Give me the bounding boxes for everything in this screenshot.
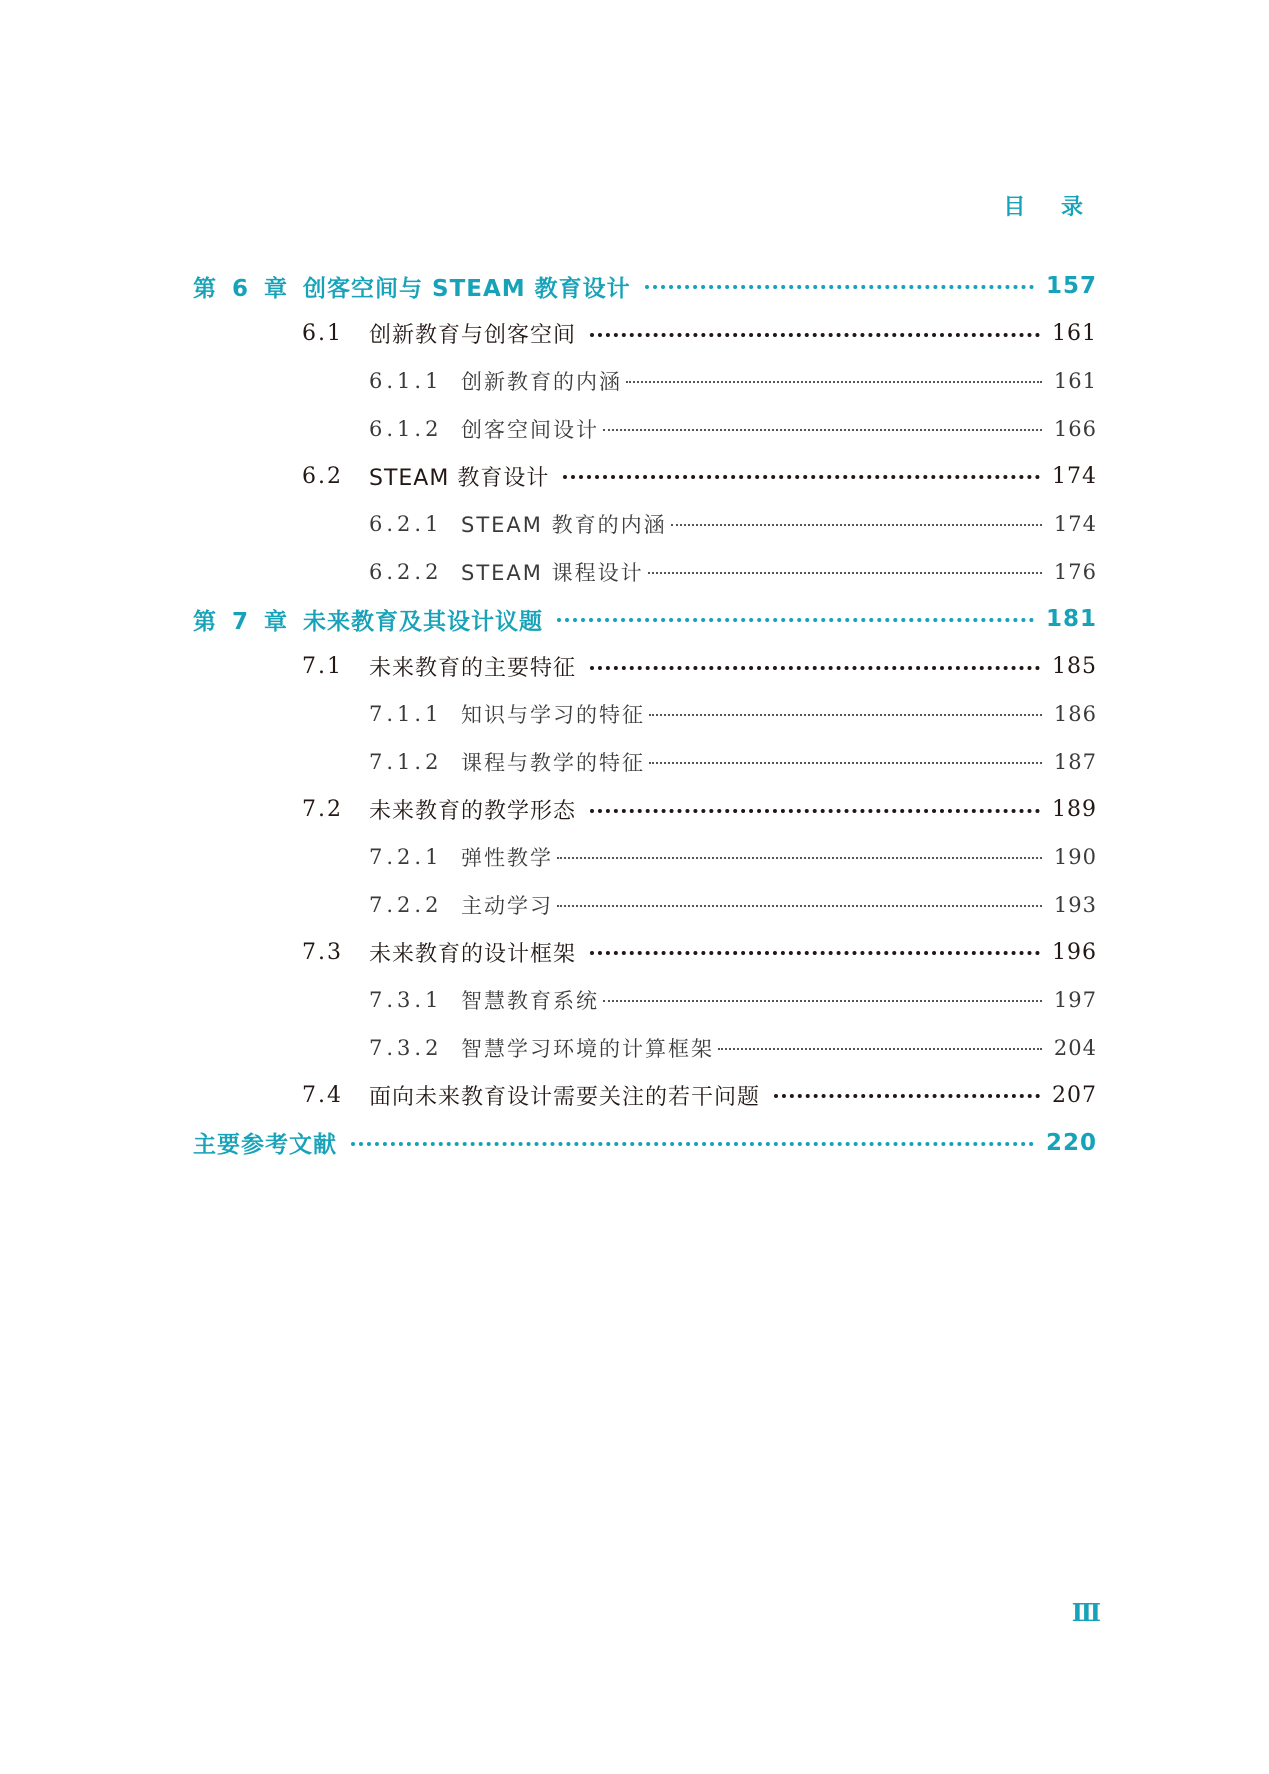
toc-entry-number: 7.2 <box>302 797 343 823</box>
toc-dot-leader <box>590 809 1040 813</box>
toc-entry-number: 6.2 <box>302 463 343 489</box>
toc-dot-leader <box>718 1048 1042 1050</box>
toc-entry-number: 6.1.2 <box>369 416 443 441</box>
toc-dot-leader <box>603 1000 1042 1002</box>
toc-dot-leader <box>649 714 1042 716</box>
toc-entry-number: 6.1 <box>302 321 343 347</box>
toc-entry-chapter[interactable] <box>193 1125 1097 1161</box>
toc-entry-sub[interactable] <box>369 506 1097 542</box>
toc-entry-sub[interactable] <box>369 554 1097 590</box>
toc-dot-leader <box>774 1094 1040 1098</box>
toc-entry-title: 知识与学习的特征 <box>461 703 645 728</box>
toc-entry-title: 智慧学习环境的计算框架 <box>461 1036 714 1061</box>
toc-dot-leader <box>590 951 1040 955</box>
toc-dot-leader <box>648 572 1042 574</box>
toc-entry-title: 创新教育的内涵 <box>461 370 622 395</box>
toc-entry-page: 220 <box>1045 1129 1097 1156</box>
toc-entry-title: 未来教育及其设计议题 <box>303 608 543 635</box>
toc-dot-leader <box>590 666 1040 670</box>
toc-entry-sub[interactable] <box>369 1030 1097 1066</box>
toc-entry-title: 未来教育的主要特征 <box>369 656 577 682</box>
toc-entry-title: 弹性教学 <box>461 846 553 871</box>
toc-entry-title: 面向未来教育设计需要关注的若干问题 <box>369 1084 761 1110</box>
toc-entry-sub[interactable] <box>369 744 1097 780</box>
toc-entry-page: 207 <box>1052 1082 1097 1108</box>
toc-entry-number: 7.1.2 <box>369 750 443 774</box>
toc-entry-page: 161 <box>1052 321 1097 347</box>
toc-entry-sub[interactable] <box>369 982 1097 1018</box>
toc-entry-number: 第 6 章 <box>193 275 292 302</box>
toc-entry-number: 6.1.1 <box>369 369 443 394</box>
toc-entry-title: STEAM 课程设计 <box>461 560 644 585</box>
toc-entry-number: 7.3 <box>302 939 343 965</box>
toc-entry-sub[interactable] <box>369 363 1097 399</box>
toc-entry-page: 176 <box>1053 559 1097 584</box>
toc-entry-title: 未来教育的教学形态 <box>369 799 577 825</box>
toc-dot-leader <box>626 381 1042 383</box>
toc-entry-sub[interactable] <box>369 411 1097 447</box>
toc-entry-number: 7.2.2 <box>369 892 443 917</box>
toc-entry-number: 7.2.1 <box>369 845 443 870</box>
toc-entry-number: 第 7 章 <box>193 608 292 635</box>
toc-entry-title: 创客空间设计 <box>461 417 599 442</box>
toc-entry-number: 6.2.1 <box>369 512 443 536</box>
toc-entry-sub[interactable] <box>369 696 1097 732</box>
toc-entry-section[interactable] <box>302 934 1097 970</box>
toc-entry-page: 196 <box>1052 939 1097 965</box>
toc-entry-sub[interactable] <box>369 887 1097 923</box>
toc-entry-sub[interactable] <box>369 839 1097 875</box>
toc-entry-section[interactable] <box>302 458 1097 494</box>
page-number: Ⅲ <box>1071 1598 1101 1627</box>
toc-entry-number: 7.3.1 <box>369 988 443 1012</box>
toc-entry-page: 157 <box>1045 273 1097 299</box>
toc-dot-leader <box>557 618 1034 622</box>
toc-entry-section[interactable] <box>302 1077 1097 1113</box>
toc-entry-title: 智慧教育系统 <box>461 989 599 1013</box>
toc-dot-leader <box>649 762 1042 764</box>
toc-dot-leader <box>563 475 1040 479</box>
toc-entry-title: 主动学习 <box>461 893 553 918</box>
toc-entry-number: 7.3.2 <box>369 1035 443 1060</box>
toc-dot-leader <box>351 1142 1034 1146</box>
toc-entry-section[interactable] <box>302 792 1097 828</box>
toc-entry-page: 187 <box>1053 750 1097 774</box>
toc-entry-number: 6.2.2 <box>369 559 443 584</box>
toc-entry-title: 创新教育与创客空间 <box>369 323 577 349</box>
toc-entry-section[interactable] <box>302 649 1097 685</box>
toc-dot-leader <box>557 905 1042 907</box>
toc-entry-page: 166 <box>1053 416 1097 441</box>
toc-entry-title: 主要参考文献 <box>193 1132 337 1159</box>
toc-heading: 目 录 <box>1003 195 1097 220</box>
toc-dot-leader <box>603 429 1042 431</box>
toc-entry-title: STEAM 教育设计 <box>369 465 550 491</box>
toc-entry-title: 创客空间与 STEAM 教育设计 <box>303 275 631 302</box>
toc-entry-title: 课程与教学的特征 <box>461 751 645 775</box>
toc-entry-page: 174 <box>1053 512 1097 536</box>
toc-dot-leader <box>590 333 1040 337</box>
toc-entry-page: 185 <box>1052 654 1097 680</box>
toc-entry-chapter[interactable] <box>193 601 1097 637</box>
toc-entry-title: STEAM 教育的内涵 <box>461 513 667 537</box>
toc-entry-page: 161 <box>1053 369 1097 394</box>
toc-entry-page: 174 <box>1052 463 1097 489</box>
toc-entry-page: 186 <box>1053 702 1097 727</box>
toc-entry-page: 204 <box>1053 1035 1097 1060</box>
toc-entry-page: 189 <box>1052 797 1097 823</box>
toc-dot-leader <box>671 524 1042 526</box>
toc-entry-section[interactable] <box>302 316 1097 352</box>
toc-entry-page: 193 <box>1053 892 1097 917</box>
toc-entry-page: 181 <box>1045 606 1097 633</box>
toc-entry-number: 7.1.1 <box>369 702 443 727</box>
toc-entry-title: 未来教育的设计框架 <box>369 941 577 967</box>
toc-entry-chapter[interactable] <box>193 268 1097 304</box>
toc-entry-page: 190 <box>1053 845 1097 870</box>
toc-entry-number: 7.4 <box>302 1082 343 1108</box>
toc-entry-page: 197 <box>1053 988 1097 1012</box>
toc-dot-leader <box>557 857 1042 859</box>
toc-entry-number: 7.1 <box>302 654 343 680</box>
toc-dot-leader <box>645 285 1034 289</box>
